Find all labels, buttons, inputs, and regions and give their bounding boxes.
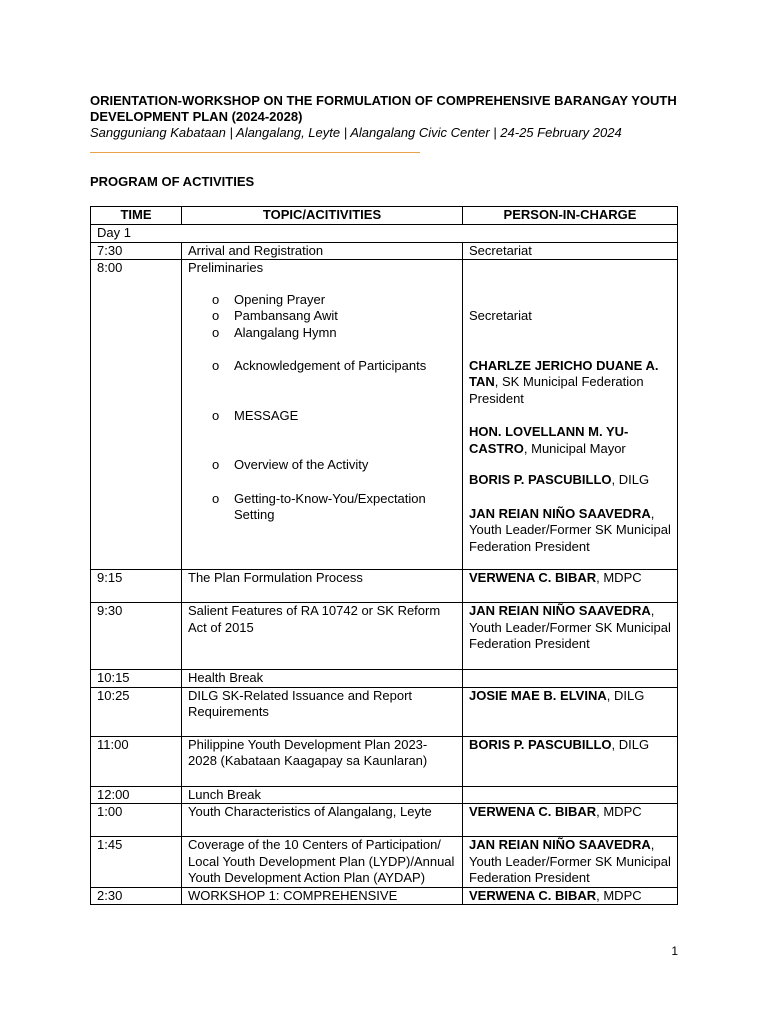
section-title: PROGRAM OF ACTIVITIES <box>90 174 255 189</box>
day-label: Day 1 <box>91 225 678 243</box>
header-divider <box>90 152 420 153</box>
row-time: 2:30 <box>91 887 182 905</box>
person-role: , Youth Leader/Former SK Municipal Federation President <box>469 603 671 651</box>
list-item: o MESSAGE <box>188 408 456 425</box>
table-row <box>91 887 678 905</box>
person-role: , DILG <box>606 687 645 703</box>
row-time: 1:45 <box>91 837 182 888</box>
person-role: , MDPC <box>596 804 642 819</box>
row-time: 9:15 <box>91 570 182 603</box>
program-table <box>90 206 678 905</box>
row-time: 7:30 <box>91 242 182 260</box>
row-time: 10:15 <box>91 670 182 688</box>
row-time: 1:00 <box>91 804 182 837</box>
table-row <box>91 570 678 603</box>
person-name: BORIS P. PASCUBILLO <box>469 736 612 752</box>
row-person <box>463 837 678 888</box>
header-time: TIME <box>91 207 182 225</box>
person-name: VERWENA C. BIBAR <box>469 804 597 819</box>
list-item: o Getting-to-Know-You/Expectation Setting <box>188 491 456 524</box>
person-role: , Municipal Mayor <box>523 440 626 456</box>
table-row <box>91 804 678 837</box>
row-person <box>463 786 678 804</box>
table-row <box>91 687 678 736</box>
person-entry <box>469 358 671 408</box>
row-topic: Philippine Youth Development Plan 2023-2028 (Kabataan Kaagapay sa Kaunlaran) <box>182 736 463 786</box>
person-entry <box>469 472 671 489</box>
list-item: o Acknowledgement of Participants <box>188 358 456 375</box>
person-role: , Youth Leader/Former SK Municipal Federation President <box>469 837 671 885</box>
row-topic: WORKSHOP 1: COMPREHENSIVE <box>182 887 463 905</box>
row-time: 11:00 <box>91 736 182 786</box>
list-item: o Opening Prayer <box>188 292 456 309</box>
preliminaries-label: Preliminaries <box>188 260 264 275</box>
row-time: 10:25 <box>91 687 182 736</box>
person-role: Secretariat <box>469 242 532 258</box>
row-topic: Salient Features of RA 10742 or SK Reform Act of 2015 <box>182 603 463 670</box>
row-topic <box>182 260 463 570</box>
row-person <box>463 570 678 603</box>
person-role: , MDPC <box>596 570 642 585</box>
row-topic: Coverage of the 10 Centers of Participation/ Local Youth Development Plan (LYDP)/Annual Youth Development Action Plan (AYDAP) <box>182 837 463 888</box>
person-name: JAN REIAN NIÑO SAAVEDRA <box>469 505 651 521</box>
header-person: PERSON-IN-CHARGE <box>463 207 678 225</box>
person-name: CHARLZE JERICHO DUANE A. TAN <box>469 357 659 389</box>
row-person <box>463 804 678 837</box>
document-subtitle: Sangguniang Kabataan | Alangalang, Leyte | Alangalang Civic Center | 24-25 February 2024 <box>90 125 622 140</box>
row-time: 12:00 <box>91 786 182 804</box>
person-name: VERWENA C. BIBAR <box>469 570 597 585</box>
row-time: 9:30 <box>91 603 182 670</box>
person-name: BORIS P. PASCUBILLO <box>469 472 612 487</box>
row-topic: Health Break <box>182 670 463 688</box>
list-item: o Alangalang Hymn <box>188 325 456 342</box>
person-entry <box>469 424 671 457</box>
day-row <box>91 225 678 243</box>
row-topic: The Plan Formulation Process <box>182 570 463 603</box>
list-item: o Overview of the Activity <box>188 457 456 474</box>
row-person <box>463 736 678 786</box>
table-row <box>91 736 678 786</box>
document-title: ORIENTATION-WORKSHOP ON THE FORMULATION OF COMPREHENSIVE BARANGAY YOUTH DEVELOPMENT PLAN (2024-2028) <box>90 93 677 124</box>
person-name: VERWENA C. BIBAR <box>469 887 597 903</box>
row-topic: DILG SK-Related Issuance and Report Requirements <box>182 687 463 736</box>
table-row <box>91 260 678 570</box>
row-topic: Youth Characteristics of Alangalang, Leyte <box>182 804 463 837</box>
list-item: o Pambansang Awit <box>188 308 456 325</box>
header-topic: TOPIC/ACITIVITIES <box>182 207 463 225</box>
row-person <box>463 603 678 670</box>
person-name: JOSIE MAE B. ELVINA <box>469 687 607 703</box>
page-number: 1 <box>671 944 678 958</box>
row-person <box>463 260 678 570</box>
table-header-row <box>91 207 678 225</box>
row-time: 8:00 <box>91 260 182 570</box>
person-role: , MDPC <box>596 887 642 903</box>
person-role: , DILG <box>611 472 650 487</box>
person-role: , DILG <box>611 736 650 752</box>
row-person <box>463 242 678 260</box>
row-person <box>463 687 678 736</box>
row-topic: Arrival and Registration <box>182 242 463 260</box>
table-row <box>91 837 678 888</box>
table-row <box>91 242 678 260</box>
table-row <box>91 603 678 670</box>
person-role: Secretariat <box>469 308 532 323</box>
row-topic: Lunch Break <box>182 786 463 804</box>
person-name: JAN REIAN NIÑO SAAVEDRA <box>469 837 651 852</box>
person-name: JAN REIAN NIÑO SAAVEDRA <box>469 603 651 618</box>
row-person <box>463 670 678 688</box>
person-entry <box>469 506 671 556</box>
table-row <box>91 786 678 804</box>
person-role: , Youth Leader/Former SK Municipal Federation President <box>469 505 671 554</box>
table-row <box>91 670 678 688</box>
person-role: , SK Municipal Federation President <box>469 374 644 406</box>
preliminaries-list <box>188 292 456 342</box>
row-person <box>463 887 678 905</box>
person-name: HON. LOVELLANN M. YU-CASTRO <box>469 424 629 456</box>
